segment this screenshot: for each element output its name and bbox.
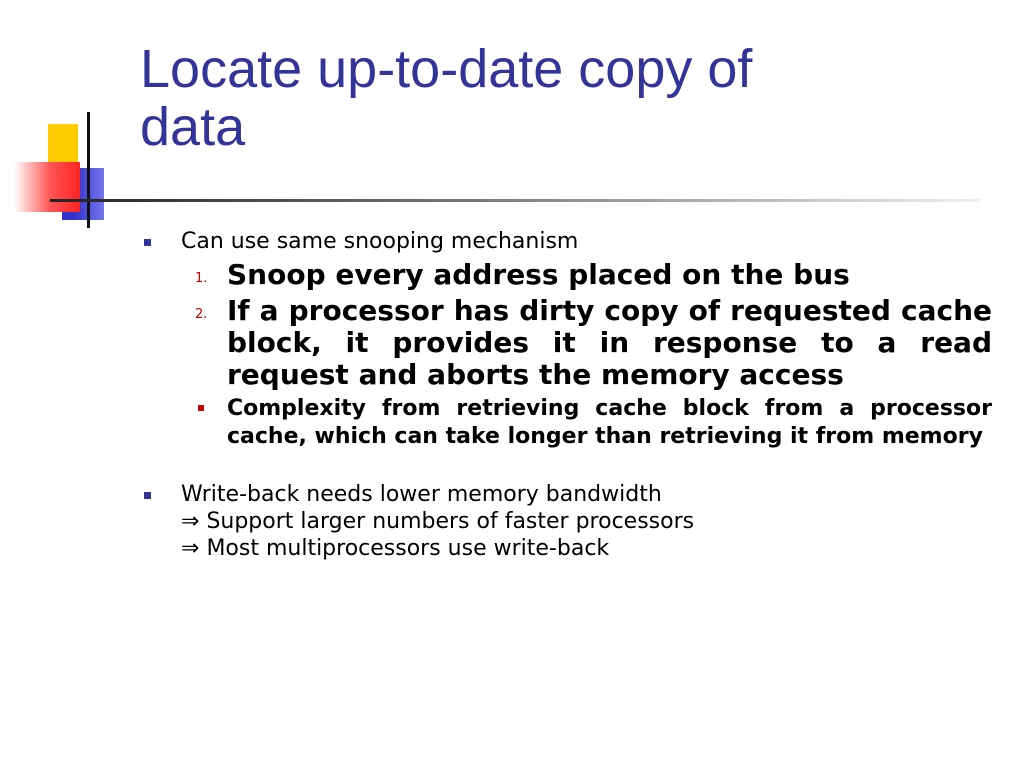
implies-arrow-icon: ⇒ [181, 536, 200, 561]
title-line-1: Locate up-to-date copy of [140, 39, 753, 99]
sub-bullet-1-text: Complexity from retrieving cache block from a processor cache, which can take longer than retrieving it from memory [227, 396, 992, 449]
bullet-2 [140, 481, 992, 562]
bullet-square-icon [144, 239, 151, 246]
bullet-2-text: Write-back needs lower memory bandwidth [181, 482, 662, 507]
bullet-2-line-2-text: Most multiprocessors use write-back [206, 536, 610, 561]
red-square-icon [198, 405, 204, 411]
numbered-item-2 [140, 295, 992, 391]
implies-arrow-icon: ⇒ [181, 509, 200, 534]
vertical-line [87, 112, 90, 228]
numbered-item-2-number: 2. [195, 307, 208, 322]
decorative-logo [0, 0, 140, 230]
yellow-square [48, 124, 78, 164]
title-line-2: data [140, 97, 246, 157]
title-underline [50, 199, 980, 202]
numbered-item-1-text: Snoop every address placed on the bus [227, 258, 850, 291]
numbered-list [140, 259, 992, 451]
slide-title [140, 40, 1000, 156]
slide-body [140, 228, 992, 562]
numbered-item-2-text: If a processor has dirty copy of requested cache block, it provides it in response to a read request and aborts the memory access [227, 294, 992, 391]
red-gradient-bar [14, 162, 80, 212]
bullet-1 [140, 228, 992, 255]
bullet-1-text: Can use same snooping mechanism [181, 229, 579, 254]
numbered-item-1-number: 1. [195, 271, 208, 286]
sub-bullet-1 [140, 395, 992, 451]
bullet-2-line-1-text: Support larger numbers of faster processors [206, 509, 695, 534]
bullet-square-icon [144, 492, 151, 499]
bullet-2-line-2 [181, 535, 992, 562]
numbered-item-1 [140, 259, 992, 291]
bullet-2-line-1 [181, 508, 992, 535]
